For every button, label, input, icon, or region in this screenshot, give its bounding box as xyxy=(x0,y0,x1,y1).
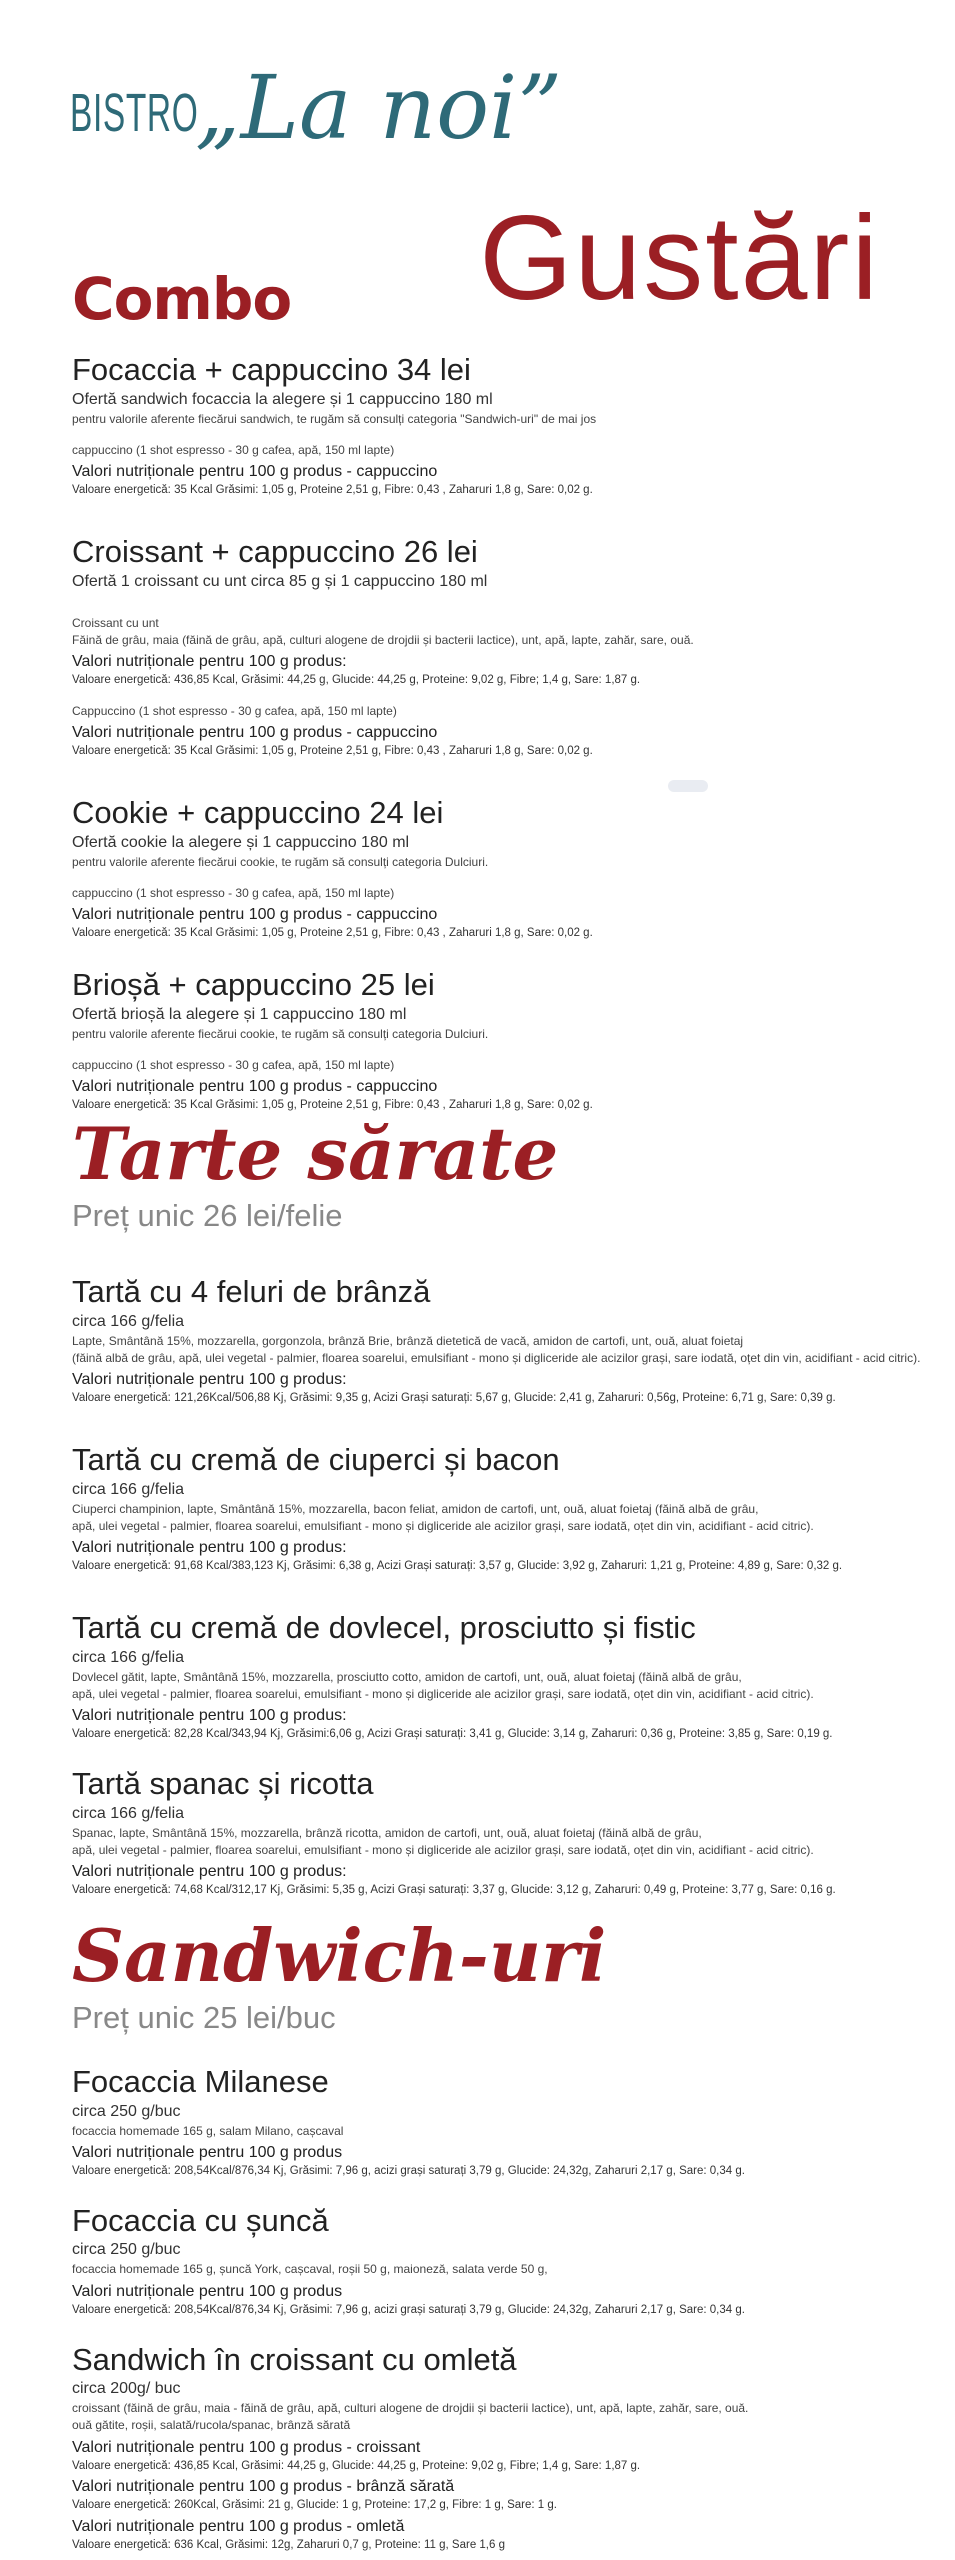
item-note: pentru valorile aferente fiecărui sandwich, te rugăm să consulți categoria "Sandwich-uri" de mai jos xyxy=(72,411,597,426)
nutrition-values: Valoare energetică: 91,68 Kcal/383,123 Kj, Grăsimi: 6,38 g, Acizi Grași saturați: 3,57 g, Glucide: 3,92 g, Zaharuri: 1,21 g, Proteine: 4,89 g, Sare: 0,32 g. xyxy=(72,1559,843,1572)
item-portion: circa 200g/ buc xyxy=(72,2380,181,2398)
item-portion: circa 250 g/buc xyxy=(72,2102,181,2120)
nutrition-values: Valoare energetică: 260Kcal, Grăsimi: 21 g, Glucide: 1 g, Proteine: 17,2 g, Fibre: 1 g, Sare: 1 g. xyxy=(72,2499,557,2512)
component-label: Cappuccino (1 shot espresso - 30 g cafea, apă, 150 ml lapte) xyxy=(72,703,397,718)
item-ingredients: apă, ulei vegetal - palmier, floarea soarelui, emulsifiant - mono și digliceride ale acizilor grași, sare iodată, oțet din vin, acidifiant - acid citric). xyxy=(72,1518,814,1533)
nutrition-values: Valoare energetică: 436,85 Kcal, Grăsimi: 44,25 g, Glucide: 44,25 g, Proteine: 9,02 g, Fibre; 1,4 g, Sare: 1,87 g. xyxy=(72,673,641,686)
nutrition-heading: Valori nutriționale pentru 100 g produs - cappuccino xyxy=(72,463,438,481)
decorative-smudge xyxy=(668,780,708,792)
item-name: Cookie + cappuccino 24 lei xyxy=(72,795,444,831)
item-name: Focaccia Milanese xyxy=(72,2064,329,2099)
item-ingredients: (făină albă de grâu, apă, ulei vegetal - palmier, floarea soarelui, emulsifiant - mono și digliceride ale acizilor grași, sare iodată, oțet din vin, acidifiant - acid citric). xyxy=(72,1350,921,1365)
tarte-item xyxy=(72,1610,932,1742)
item-ingredients: Lapte, Smântână 15%, mozzarella, gorgonzola, brânză Brie, brânză dietetică de vacă, amidon de cartofi, unt, ouă, aluat foietaj xyxy=(72,1333,744,1348)
bistro-logo xyxy=(70,56,563,180)
sandwich-item xyxy=(72,2064,932,2179)
nutrition-heading: Valori nutriționale pentru 100 g produs - croissant xyxy=(72,2438,421,2456)
item-name: Focaccia cu șuncă xyxy=(72,2202,329,2238)
nutrition-heading: Valori nutriționale pentru 100 g produs: xyxy=(72,1862,347,1880)
item-ingredients: Spanac, lapte, Smântână 15%, mozzarella, brânză ricotta, amidon de cartofi, unt, ouă, aluat foietaj (făină albă de grâu, xyxy=(72,1825,702,1840)
nutrition-values: Valoare energetică: 636 Kcal, Grăsimi: 12g, Zaharuri 0,7 g, Proteine: 11 g, Sare 1,6 g xyxy=(72,2539,505,2552)
item-name: Tartă cu cremă de ciuperci și bacon xyxy=(72,1441,560,1477)
item-ingredients: focaccia homemade 165 g, salam Milano, cașcaval xyxy=(72,2123,344,2138)
component-label: Croissant cu unt xyxy=(72,615,159,630)
item-name: Tartă cu 4 feluri de brânză xyxy=(72,1274,431,1309)
item-offer: Ofertă 1 croissant cu unt circa 85 g și 1 cappuccino 180 ml xyxy=(72,572,488,590)
tarte-item xyxy=(72,1766,932,1898)
logo-bistro-text: BISTRO xyxy=(70,83,199,143)
page-title: Gustări xyxy=(479,191,880,326)
combo-item xyxy=(72,352,932,498)
tarte-subtitle: Preț unic 26 lei/felie xyxy=(72,1198,343,1233)
item-ingredients: Dovlecel gătit, lapte, Smântână 15%, mozzarella, prosciutto cotto, amidon de cartofi, unt, ouă, aluat foietaj (făină albă de grâu, xyxy=(72,1669,742,1684)
item-ingredients: ouă gătite, roșii, salată/rucola/spanac, brânză sărată xyxy=(72,2418,351,2433)
nutrition-heading: Valori nutriționale pentru 100 g produs - cappuccino xyxy=(72,1078,438,1095)
item-portion: circa 166 g/felia xyxy=(72,1648,185,1666)
nutrition-heading: Valori nutriționale pentru 100 g produs: xyxy=(72,1538,347,1556)
item-ingredients: focaccia homemade 165 g, șuncă York, cașcaval, roșii 50 g, maioneză, salata verde 50 g, xyxy=(72,2262,548,2277)
item-name: Tartă spanac și ricotta xyxy=(72,1765,374,1801)
combo-item xyxy=(72,534,932,759)
item-name: Croissant + cappuccino 26 lei xyxy=(72,533,478,569)
nutrition-heading: Valori nutriționale pentru 100 g produs: xyxy=(72,652,347,670)
tarte-item xyxy=(72,1442,932,1574)
nutrition-heading: Valori nutriționale pentru 100 g produs: xyxy=(72,1371,347,1389)
combo-title: Combo xyxy=(72,265,292,333)
nutrition-values: Valoare energetică: 35 Kcal Grăsimi: 1,05 g, Proteine 2,51 g, Fibre: 0,43 , Zaharuri 1,8 g, Sare: 0,02 g. xyxy=(72,745,593,758)
nutrition-values: Valoare energetică: 74,68 Kcal/312,17 Kj, Grăsimi: 5,35 g, Acizi Grași saturați: 3,37 g, Glucide: 3,12 g, Zaharuri: 0,49 g, Proteine: 3,77 g, Sare: 0,16 g. xyxy=(72,1883,836,1896)
item-portion: circa 166 g/felia xyxy=(72,1312,185,1330)
logo-name-text: „La noi” xyxy=(195,56,563,159)
nutrition-heading: Valori nutriționale pentru 100 g produs - brânză sărată xyxy=(72,2478,455,2496)
nutrition-heading: Valori nutriționale pentru 100 g produs xyxy=(72,2282,343,2300)
nutrition-heading: Valori nutriționale pentru 100 g produs: xyxy=(72,1706,347,1724)
nutrition-values: Valoare energetică: 208,54Kcal/876,34 Kj, Grăsimi: 7,96 g, acizi grași saturați 3,79 g, Glucide: 24,32g, Zaharuri 2,17 g, Sare: 0,34 g. xyxy=(72,2164,745,2177)
item-name: Focaccia + cappuccino 34 lei xyxy=(72,352,471,387)
item-offer: Ofertă sandwich focaccia la alegere și 1 cappuccino 180 ml xyxy=(72,390,493,408)
sandwich-title: Sandwich-uri xyxy=(72,1913,607,1998)
tarte-item xyxy=(72,1274,932,1406)
item-ingredients: croissant (făină de grâu, maia - făină de grâu, apă, culturi alogene de drojdii și bacterii lactice), unt, apă, lapte, zahăr, sare, ouă. xyxy=(72,2401,749,2416)
component-label: cappuccino (1 shot espresso - 30 g cafea, apă, 150 ml lapte) xyxy=(72,1057,395,1072)
tarte-title: Tarte sărate xyxy=(72,1111,559,1196)
item-name: Sandwich în croissant cu omletă xyxy=(72,2341,517,2377)
nutrition-values: Valoare energetică: 121,26Kcal/506,88 Kj, Grăsimi: 9,35 g, Acizi Grași saturați: 5,67 g, Glucide: 2,41 g, Zaharuri: 0,56g, Proteine: 6,71 g, Sare: 0,39 g. xyxy=(72,1392,836,1405)
nutrition-values: Valoare energetică: 436,85 Kcal, Grăsimi: 44,25 g, Glucide: 44,25 g, Proteine: 9,02 g, Fibre; 1,4 g, Sare: 1,87 g. xyxy=(72,2459,641,2472)
nutrition-heading: Valori nutriționale pentru 100 g produs - omletă xyxy=(72,2518,405,2536)
tarte-section xyxy=(72,1111,932,1898)
sandwich-item xyxy=(72,2342,932,2554)
item-name: Brioșă + cappuccino 25 lei xyxy=(72,966,435,1002)
nutrition-values: Valoare energetică: 35 Kcal Grăsimi: 1,05 g, Proteine 2,51 g, Fibre: 0,43 , Zaharuri 1,8 g, Sare: 0,02 g. xyxy=(72,484,593,497)
component-label: cappuccino (1 shot espresso - 30 g cafea, apă, 150 ml lapte) xyxy=(72,885,395,900)
item-note: pentru valorile aferente fiecărui cookie, te rugăm să consulți categoria Dulciuri. xyxy=(72,1026,489,1041)
component-label: cappuccino (1 shot espresso - 30 g cafea, apă, 150 ml lapte) xyxy=(72,442,395,457)
item-name: Tartă cu cremă de dovlecel, prosciutto și fistic xyxy=(72,1609,696,1645)
nutrition-heading: Valori nutriționale pentru 100 g produs xyxy=(72,2143,343,2161)
item-note: pentru valorile aferente fiecărui cookie, te rugăm să consulți categoria Dulciuri. xyxy=(72,854,489,869)
nutrition-values: Valoare energetică: 35 Kcal Grăsimi: 1,05 g, Proteine 2,51 g, Fibre: 0,43 , Zaharuri 1,8 g, Sare: 0,02 g. xyxy=(72,927,593,940)
item-portion: circa 166 g/felia xyxy=(72,1480,185,1498)
combo-item xyxy=(72,967,932,1113)
sandwich-item xyxy=(72,2203,932,2318)
nutrition-values: Valoare energetică: 35 Kcal Grăsimi: 1,05 g, Proteine 2,51 g, Fibre: 0,43 , Zaharuri 1,8 g, Sare: 0,02 g. xyxy=(72,1099,593,1111)
item-ingredients: apă, ulei vegetal - palmier, floarea soarelui, emulsifiant - mono și digliceride ale acizilor grași, sare iodată, oțet din vin, acidifiant - acid citric). xyxy=(72,1842,814,1857)
sandwich-section xyxy=(72,1913,932,2553)
nutrition-values: Valoare energetică: 208,54Kcal/876,34 Kj, Grăsimi: 7,96 g, acizi grași saturați 3,79 g, Glucide: 24,32g, Zaharuri 2,17 g, Sare: 0,34 g. xyxy=(72,2303,745,2316)
combo-item xyxy=(72,795,932,941)
item-portion: circa 166 g/felia xyxy=(72,1804,185,1822)
combo-section xyxy=(72,265,932,1113)
item-portion: circa 250 g/buc xyxy=(72,2241,181,2259)
item-offer: Ofertă cookie la alegere și 1 cappuccino 180 ml xyxy=(72,833,410,851)
item-ingredients: apă, ulei vegetal - palmier, floarea soarelui, emulsifiant - mono și digliceride ale acizilor grași, sare iodată, oțet din vin, acidifiant - acid citric). xyxy=(72,1686,814,1701)
sandwich-subtitle: Preț unic 25 lei/buc xyxy=(72,2000,336,2035)
component-ingredients: Făină de grâu, maia (făină de grâu, apă, culturi alogene de drojdii și bacterii lactice), unt, apă, lapte, zahăr, sare, ouă. xyxy=(72,632,694,647)
nutrition-values: Valoare energetică: 82,28 Kcal/343,94 Kj, Grăsimi:6,06 g, Acizi Grași saturați: 3,41 g, Glucide: 3,14 g, Zaharuri: 0,36 g, Proteine: 3,85 g, Sare: 0,19 g. xyxy=(72,1727,833,1740)
item-ingredients: Ciuperci champinion, lapte, Smântână 15%, mozzarella, bacon feliat, amidon de cartofi, unt, ouă, aluat foietaj (făină albă de grâu, xyxy=(72,1501,759,1516)
nutrition-heading: Valori nutriționale pentru 100 g produs - cappuccino xyxy=(72,724,438,742)
nutrition-heading: Valori nutriționale pentru 100 g produs - cappuccino xyxy=(72,906,438,924)
item-offer: Ofertă brioșă la alegere și 1 cappuccino 180 ml xyxy=(72,1005,407,1023)
